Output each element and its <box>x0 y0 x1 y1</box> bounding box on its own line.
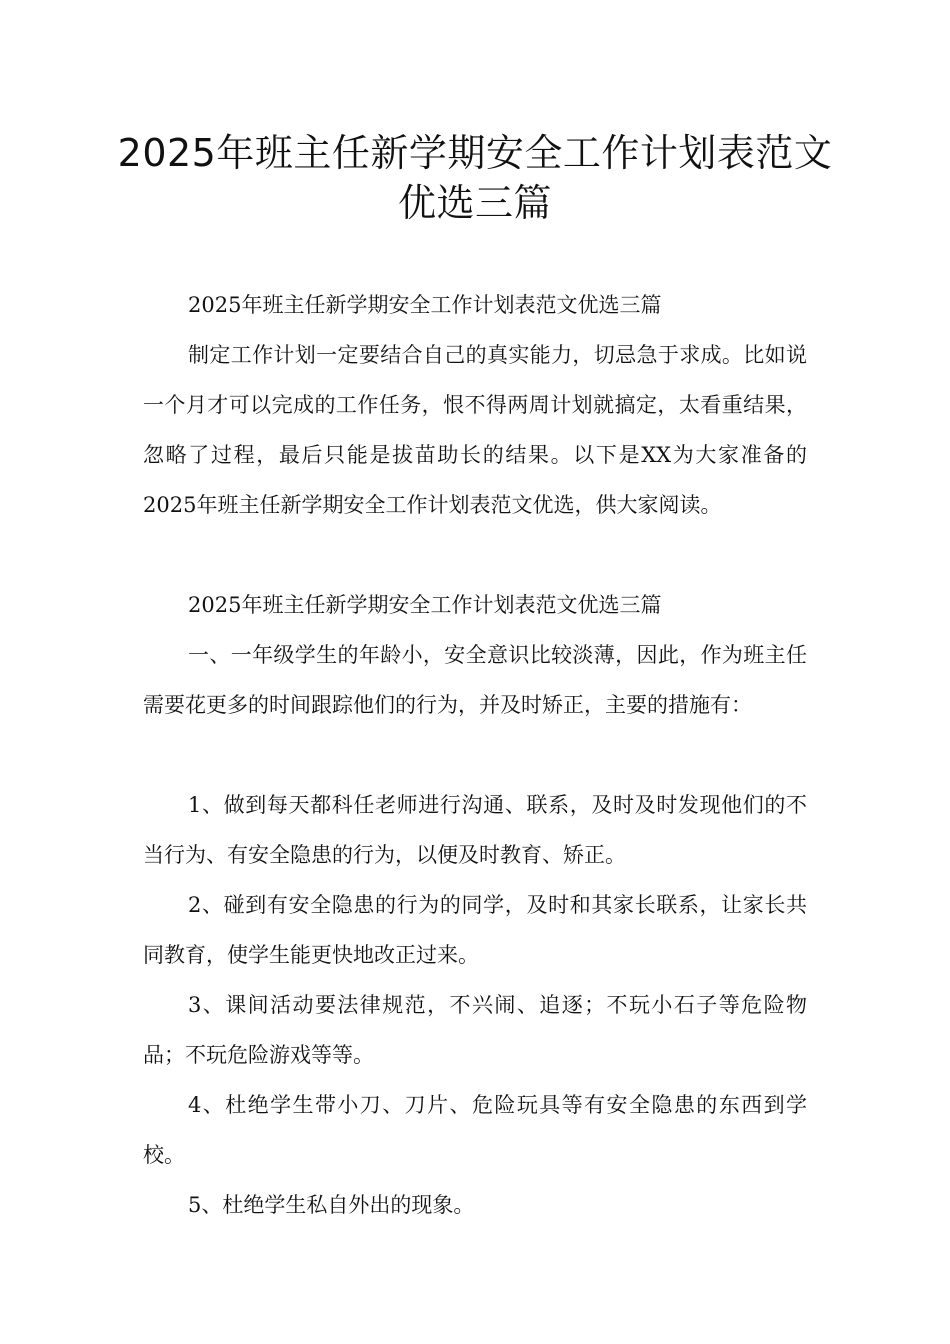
paragraph-subtitle: 2025年班主任新学期安全工作计划表范文优选三篇 <box>188 293 662 317</box>
document-title: 2025年班主任新学期安全工作计划表范文优选三篇 <box>117 131 833 225</box>
paragraph-item-5: 5、杜绝学生私自外出的现象。 <box>188 1193 475 1217</box>
paragraph-subtitle-repeat: 2025年班主任新学期安全工作计划表范文优选三篇 <box>188 593 662 617</box>
paragraph-item-3: 3、课间活动要法律规范，不兴闹、追逐；不玩小石子等危险物品；不玩危险游戏等等。 <box>143 993 807 1067</box>
paragraph-item-2: 2、碰到有安全隐患的行为的同学，及时和其家长联系，让家长共同教育，使学生能更快地改正过来。 <box>143 893 807 967</box>
paragraph-intro: 制定工作计划一定要结合自己的真实能力，切忌急于求成。比如说一个月才可以完成的工作任务，恨不得两周计划就搞定，太看重结果，忽略了过程，最后只能是拔苗助长的结果。以下是XX为大家准备的2025年班主任新学期安全工作计划表范文优选，供大家阅读。 <box>143 343 807 517</box>
paragraph-item-4: 4、杜绝学生带小刀、刀片、危险玩具等有安全隐患的东西到学校。 <box>143 1093 807 1167</box>
paragraph-item-1: 1、做到每天都科任老师进行沟通、联系，及时及时发现他们的不当行为、有安全隐患的行为，以便及时教育、矫正。 <box>143 793 807 867</box>
paragraph-section-one: 一、一年级学生的年龄小，安全意识比较淡薄，因此，作为班主任需要花更多的时间跟踪他们的行为，并及时矫正，主要的措施有： <box>143 643 807 717</box>
